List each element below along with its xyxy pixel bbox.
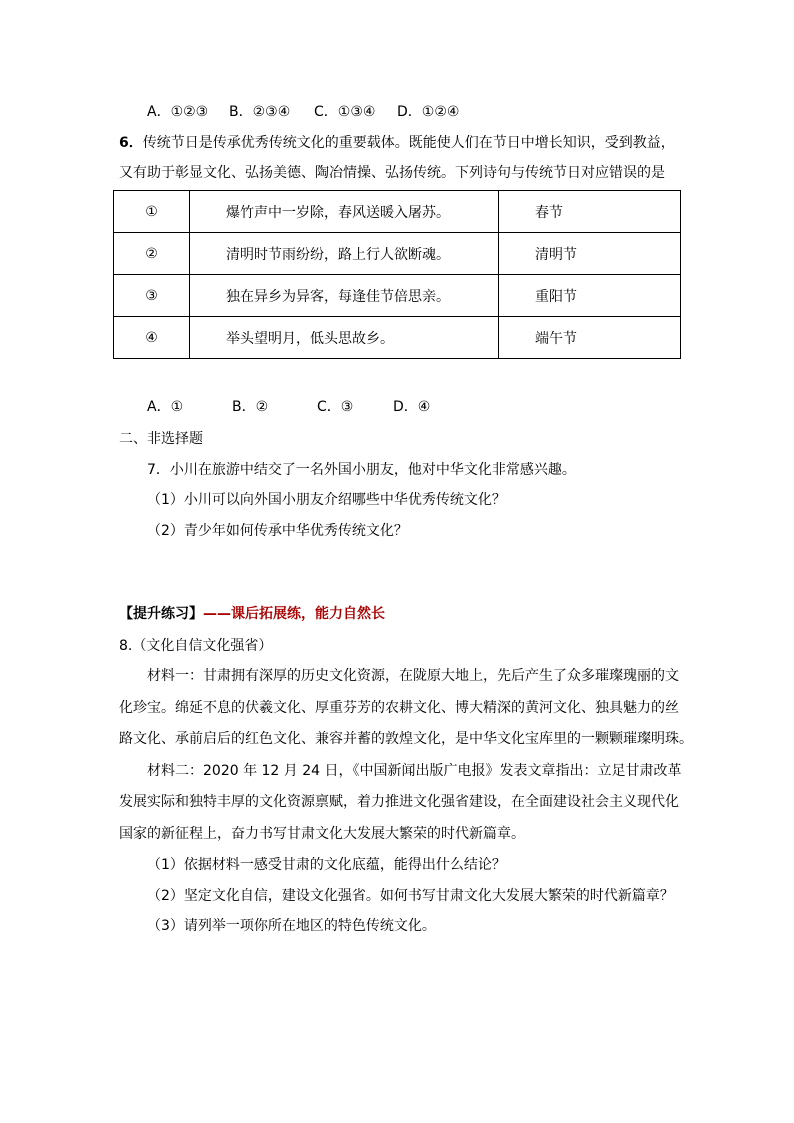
q5-option-c: C．①③④	[314, 104, 376, 120]
table-row	[114, 191, 681, 233]
q8-material2-line2: 发展实际和独特丰厚的文化资源禀赋，着力推进文化强省建设，在全面建设社会主义现代化	[119, 794, 679, 810]
table-row	[114, 233, 681, 275]
row-number: ①	[114, 191, 190, 233]
practice-subtitle: ——课后拓展练，能力自然长	[203, 606, 385, 622]
q6-option-d: D．④	[393, 399, 431, 415]
row-festival: 端午节	[499, 317, 681, 359]
q6-number: 6．	[119, 135, 143, 151]
q8-sub3: （3）请列举一项你所在地区的特色传统文化。	[147, 918, 436, 934]
row-poem: 清明时节雨纷纷，路上行人欲断魂。	[190, 233, 499, 275]
q6-options	[147, 397, 430, 417]
table-row	[114, 317, 681, 359]
q7-sub2: （2）青少年如何传承中华优秀传统文化？	[147, 523, 408, 539]
q6-option-c: C．③	[317, 399, 354, 415]
q6-option-b: B．②	[232, 399, 269, 415]
practice-label: 【提升练习】	[119, 606, 203, 622]
q6-stem-text: 传统节日是传承优秀传统文化的重要载体。既能使人们在节日中增长知识，受到教益，	[142, 135, 675, 151]
q8-material1-line1: 材料一：甘肃拥有深厚的历史文化资源，在陇原大地上，先后产生了众多璀璨瑰丽的文	[147, 668, 679, 684]
row-number: ②	[114, 233, 190, 275]
q6-option-a: A．①	[147, 399, 184, 415]
q6-stem-line1	[119, 133, 675, 153]
row-poem: 爆竹声中一岁除，春风送暖入屠苏。	[190, 191, 499, 233]
q5-option-a: A．①②③	[147, 104, 209, 120]
row-number: ④	[114, 317, 190, 359]
q7-stem: 7．小川在旅游中结交了一名外国小朋友，他对中华文化非常感兴趣。	[147, 462, 576, 478]
q8-material2-line3: 国家的新征程上，奋力书写甘肃文化大发展大繁荣的时代新篇章。	[119, 826, 525, 842]
q8-material2-line1: 材料二：2020 年 12 月 24 日，《中国新闻出版广电报》发表文章指出：立足甘肃改革	[147, 763, 682, 779]
q8-sub2: （2）坚定文化自信，建设文化强省。如何书写甘肃文化大发展大繁荣的时代新篇章？	[147, 888, 674, 904]
row-poem: 独在异乡为异客，每逢佳节倍思亲。	[190, 275, 499, 317]
row-festival: 春节	[499, 191, 681, 233]
table-row	[114, 275, 681, 317]
q6-stem-line2: 又有助于彰显文化、弘扬美德、陶冶情操、弘扬传统。下列诗句与传统节日对应错误的是	[119, 165, 665, 181]
q8-material1-line2: 化珍宝。绵延不息的伏羲文化、厚重芬芳的农耕文化、博大精深的黄河文化、独具魅力的丝	[119, 700, 679, 716]
poem-festival-table	[113, 190, 681, 359]
row-number: ③	[114, 275, 190, 317]
row-festival: 清明节	[499, 233, 681, 275]
section-heading: 二、非选择题	[119, 431, 203, 447]
q8-title: 8.（文化自信文化强省）	[119, 638, 273, 654]
q5-options	[147, 102, 459, 122]
q8-sub1: （1）依据材料一感受甘肃的文化底蕴，能得出什么结论？	[147, 857, 506, 873]
row-poem: 举头望明月，低头思故乡。	[190, 317, 499, 359]
q7-sub1: （1）小川可以向外国小朋友介绍哪些中华优秀传统文化？	[147, 492, 506, 508]
q5-option-b: B．②③④	[229, 104, 291, 120]
q8-material1-line3: 路文化、承前启后的红色文化、兼容并蓄的敦煌文化，是中华文化宝库里的一颗颗璀璨明珠。	[119, 731, 693, 747]
practice-header	[119, 604, 385, 624]
q5-option-d: D．①②④	[397, 104, 460, 120]
row-festival: 重阳节	[499, 275, 681, 317]
